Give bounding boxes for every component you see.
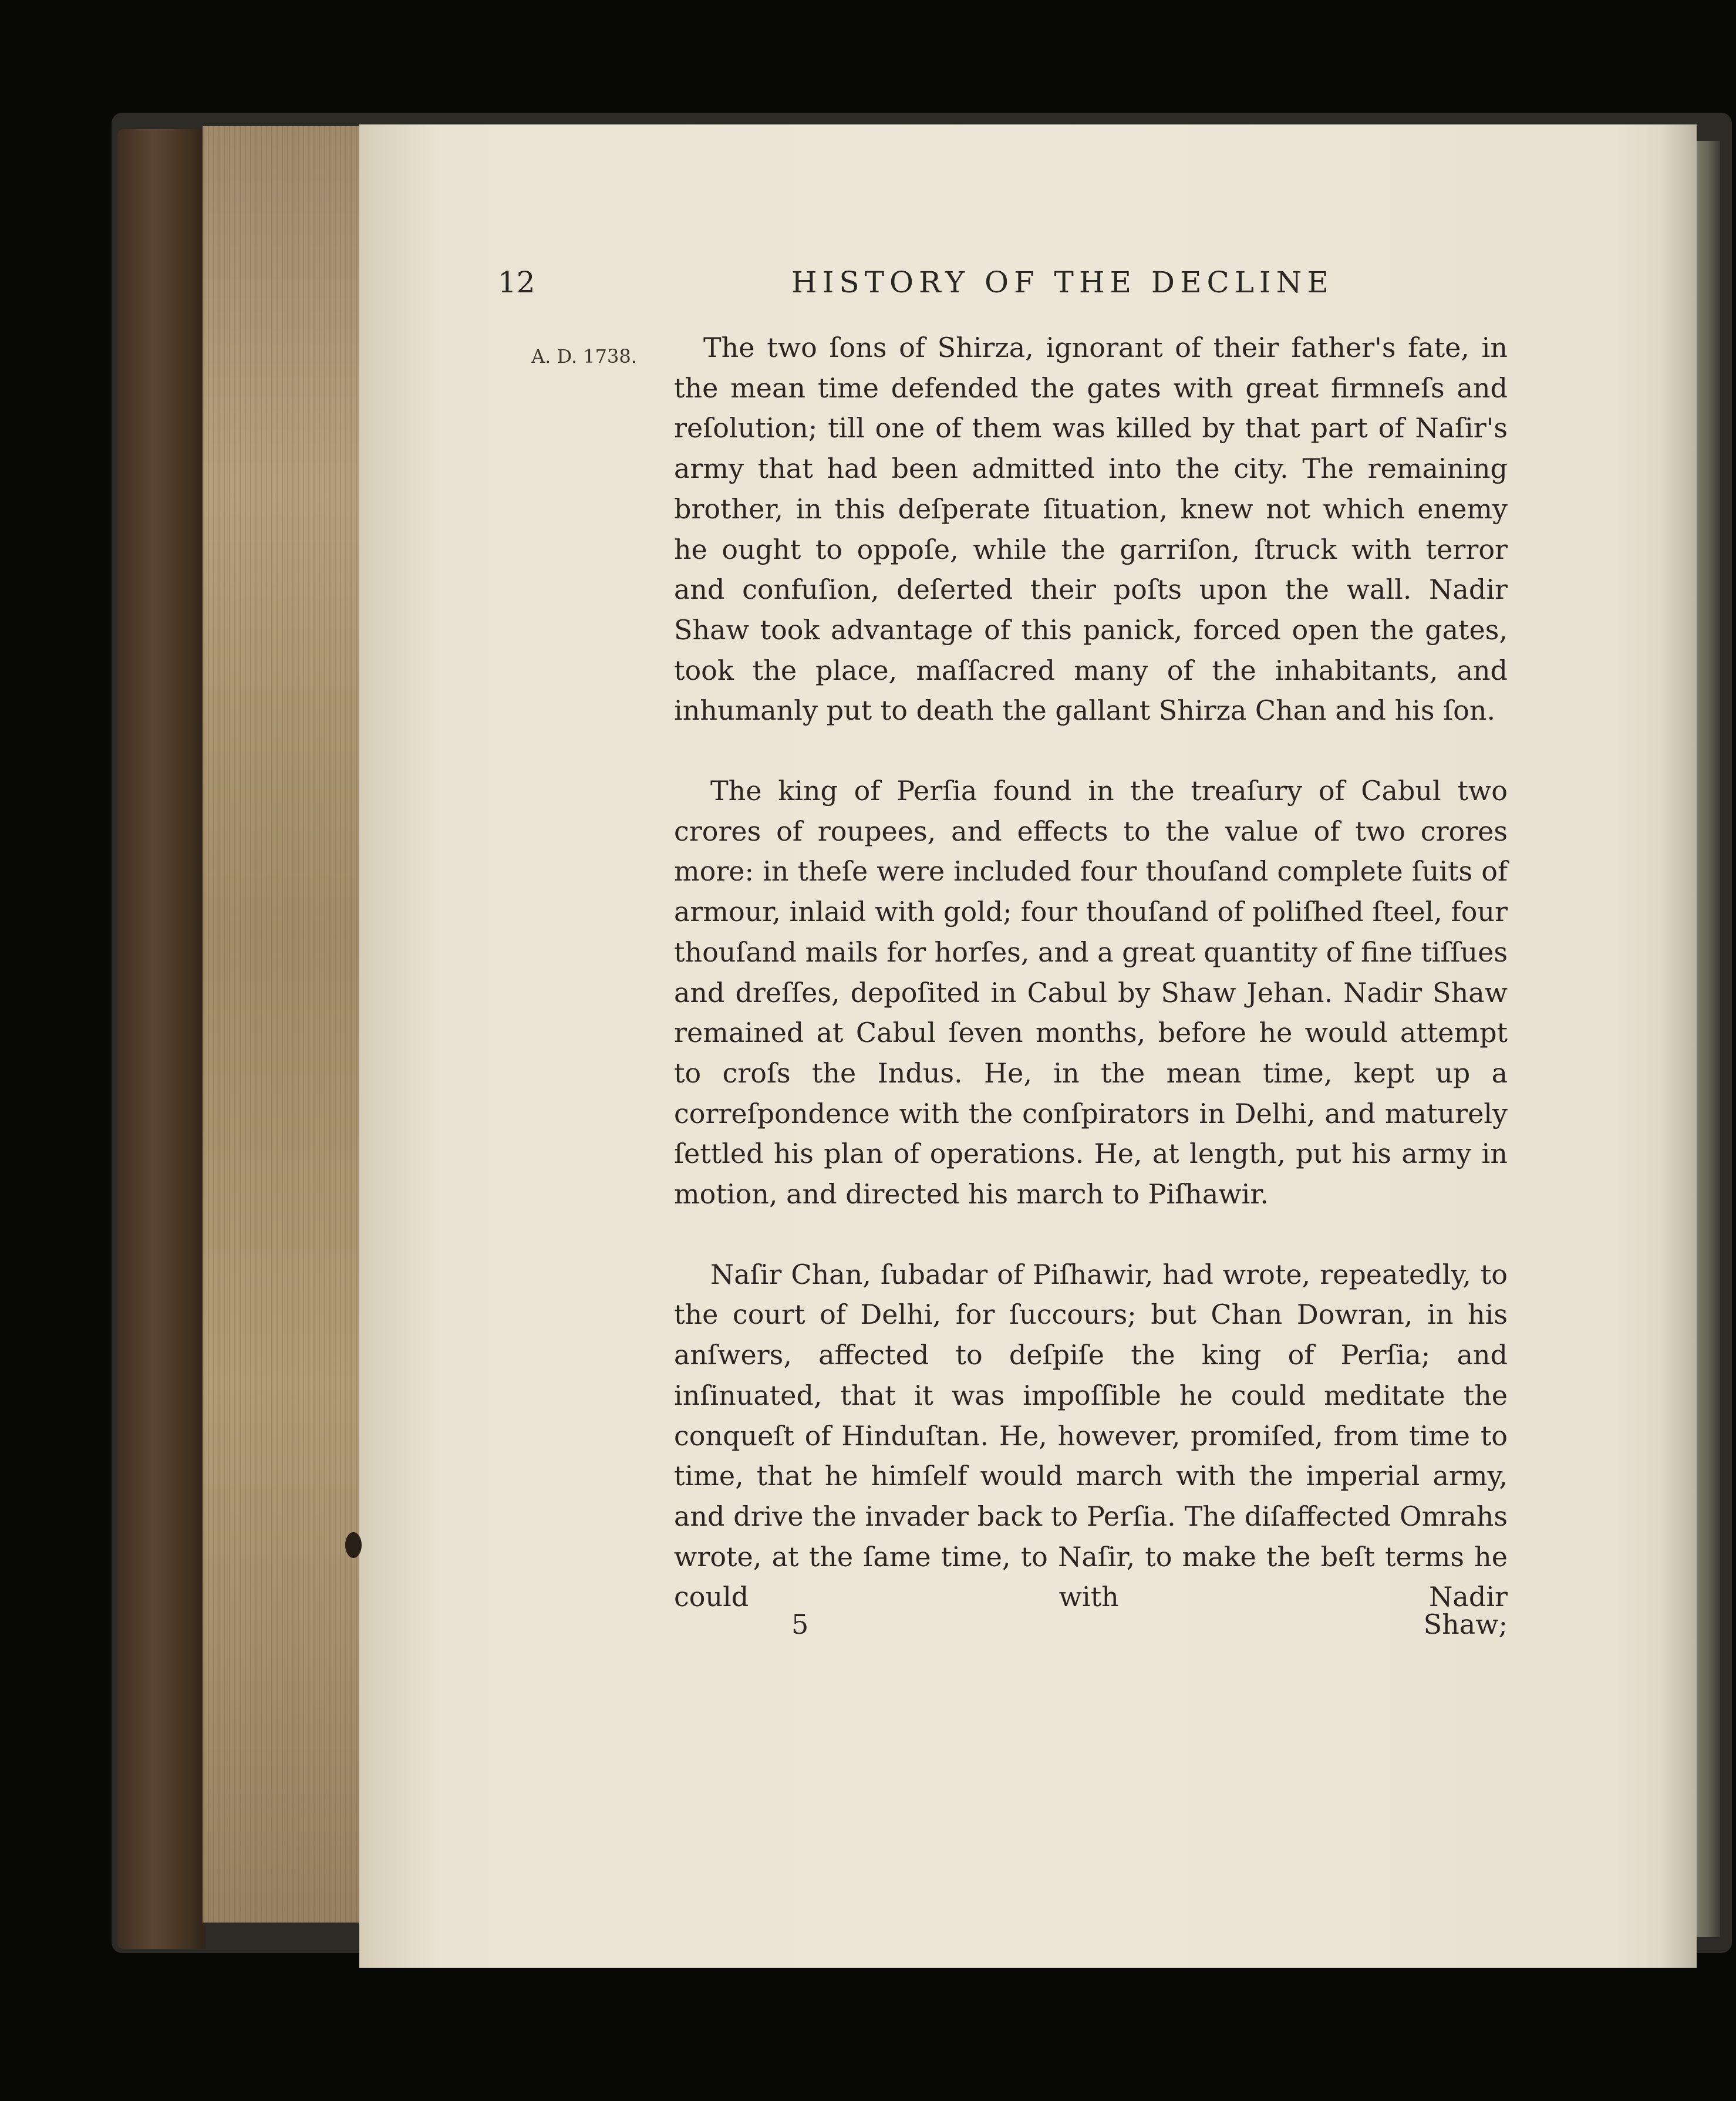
catchword: Shaw; xyxy=(1423,1608,1508,1640)
ink-blot xyxy=(345,1532,362,1558)
paragraph-1: The two ſons of Shirza, ignorant of their father's fate, in the mean time defended the gates with great firmneſs and reſolution; till one of them was killed by that part of Naſir's army that had been admitted into the city. The remaining brother, in this deſperate ſituation, knew not which enemy he ought to oppoſe, while the garriſon, ſtruck with terror and confuſion, deſerted their poſts upon the wall. Nadir Shaw took advantage of this panick, forced open the gates, took the place, maſſacred many of the inhabitants, and inhumanly put to death the gallant Shirza Chan and his ſon. xyxy=(674,332,1508,727)
body-text xyxy=(674,328,1508,1617)
signature-mark: 5 xyxy=(791,1608,809,1640)
page-number: 12 xyxy=(498,265,535,299)
running-head: HISTORY OF THE DECLINE xyxy=(791,265,1334,299)
book-spine xyxy=(117,129,205,1949)
page-edges-left xyxy=(203,126,364,1923)
page-footer xyxy=(674,1608,1508,1648)
margin-date-note: A. D. 1738. xyxy=(531,345,637,367)
paragraph-3: Naſir Chan, ſubadar of Piſhawir, had wrote, repeatedly, to the court of Delhi, for ſuccours; but Chan Dowran, in his anſwers, affected to deſpiſe the king of Perſia; and inſinuated, that it was impoſſible he could meditate the conqueſt of Hinduſtan. He, however, promiſed, from time to time, that he himſelf would march with the imperial army, and drive the invader back to Perſia. The diſaffected Omrahs wrote, at the ſame time, to Naſir, to make the beſt terms he could with Nadir xyxy=(674,1258,1508,1613)
paragraph-2: The king of Perſia found in the treaſury of Cabul two crores of roupees, and effects to the value of two crores more: in theſe were included four thouſand complete ſuits of armour, inlaid with gold; four thouſand of poliſhed ſteel, four thouſand mails for horſes, and a great quantity of fine tiſſues and dreſſes, depoſited in Cabul by Shaw Jehan. Nadir Shaw remained at Cabul ſeven months, before he would attempt to croſs the Indus. He, in the mean time, kept up a correſpondence with the conſpirators in Delhi, and maturely ſettled his plan of operations. He, at length, put his army in motion, and directed his march to Piſhawir. xyxy=(674,775,1508,1210)
